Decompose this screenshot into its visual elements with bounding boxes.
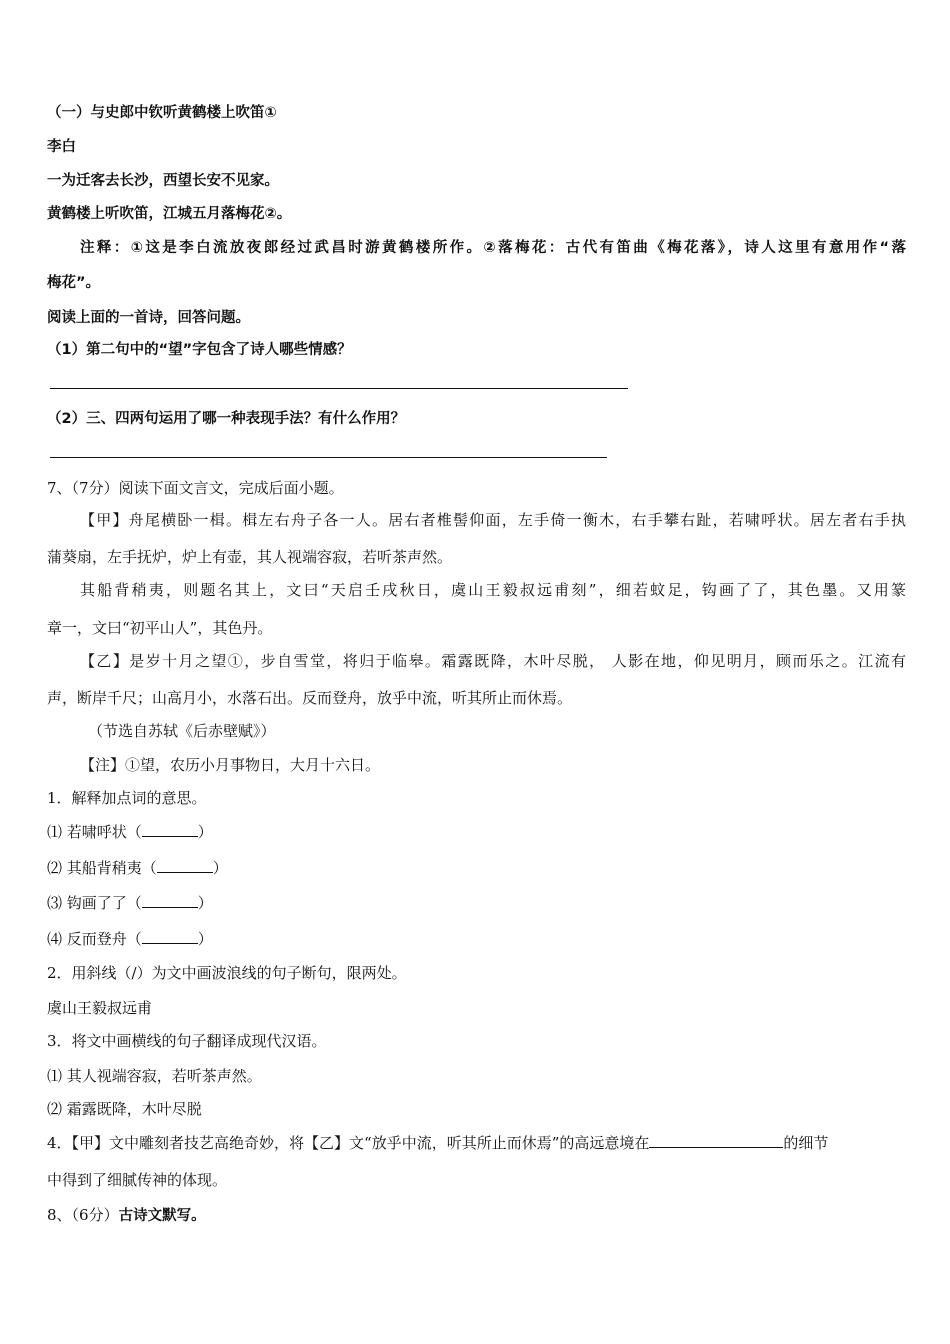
poem-author: 李白 xyxy=(47,139,76,155)
source-line: （节选自苏轼《后赤壁赋》） xyxy=(88,722,276,740)
poem-instruction: 阅读上面的一首诗，回答问题。 xyxy=(47,310,250,326)
subq-2: 2．用斜线（/）为文中画波浪线的句子断句，限两处。 xyxy=(47,964,407,982)
poem-line-1: 一为迁客去长沙，西望长安不见家。 xyxy=(47,173,279,189)
yi-line-2: 声，断岸千尺；山高月小，水落石出。反而登舟，放乎中流，听其所止而休焉。 xyxy=(47,689,573,707)
poem-question-2: （2）三、四两句运用了哪一种表现手法？有什么作用？ xyxy=(47,411,406,427)
poem-question-1: （1）第二句中的“望”字包含了诗人哪些情感？ xyxy=(47,342,352,358)
jia-line-1: 【甲】舟尾横卧一楫。楫左右舟子各一人。居右者椎髻仰面，左手倚一衡木，右手攀右趾，若啸呼状。居左者右手执 xyxy=(80,511,906,529)
fill-blank[interactable] xyxy=(649,1132,783,1148)
fill-blank[interactable] xyxy=(142,821,198,837)
yi-line-1: 【乙】是岁十月之望①，步自雪堂，将归于临皋。霜露既降，木叶尽脱， 人影在地，仰见明月，顾而乐之。江流有 xyxy=(80,652,906,670)
subq-4-line2: 中得到了细腻传神的体现。 xyxy=(47,1171,228,1189)
jia-line-4: 章一，文曰“初平山人”，其色丹。 xyxy=(47,619,273,637)
fill-blank[interactable] xyxy=(142,892,198,908)
subq-1d: ⑷ 反而登舟（ ） xyxy=(47,930,213,948)
fill-blank[interactable] xyxy=(157,857,213,873)
poem-note-1: 注释：①这是李白流放夜郎经过武昌时游黄鹤楼所作。②落梅花：古代有笛曲《梅花落》，诗人这里有意用作“落 xyxy=(80,240,906,256)
answer-line-2[interactable] xyxy=(50,457,607,458)
poem-line-2: 黄鹤楼上听吹笛，江城五月落梅花②。 xyxy=(47,206,292,222)
subq-1c: ⑶ 钩画了了（ ） xyxy=(47,894,213,912)
q8-header: 8、（6分）古诗文默写。 xyxy=(47,1206,206,1224)
jia-line-3: 其船背稍夷，则题名其上，文曰“天启壬戌秋日，虞山王毅叔远甫刻”，细若蚊足，钩画了了，其色墨。又用篆 xyxy=(80,581,906,599)
poem-title: （一）与史郎中钦听黄鹤楼上吹笛① xyxy=(47,105,277,121)
fill-blank[interactable] xyxy=(142,928,198,944)
subq-1: 1．解释加点词的意思。 xyxy=(47,789,207,807)
jia-line-2: 蒲葵扇，左手抚炉，炉上有壶，其人视端容寂，若听茶声然。 xyxy=(47,548,453,566)
note-line: 【注】①望，农历小月事物日，大月十六日。 xyxy=(80,756,381,774)
subq-3: 3．将文中画横线的句子翻译成现代汉语。 xyxy=(47,1032,327,1050)
subq-3b: ⑵ 霜露既降，木叶尽脱 xyxy=(47,1100,202,1118)
q7-header: 7、（7分）阅读下面文言文，完成后面小题。 xyxy=(47,479,344,497)
subq-3a: ⑴ 其人视端容寂，若听茶声然。 xyxy=(47,1067,262,1085)
subq-2-text: 虞山王毅叔远甫 xyxy=(47,999,153,1017)
poem-note-2: 梅花”。 xyxy=(47,275,101,291)
subq-1a: ⑴ 若啸呼状（ ） xyxy=(47,823,213,841)
answer-line-1[interactable] xyxy=(50,388,628,389)
subq-4: 4．【甲】文中雕刻者技艺高绝奇妙，将【乙】文“放乎中流，听其所止而休焉”的高远意境在 的细节 xyxy=(47,1134,829,1152)
subq-1b: ⑵ 其船背稍夷（ ） xyxy=(47,859,228,877)
